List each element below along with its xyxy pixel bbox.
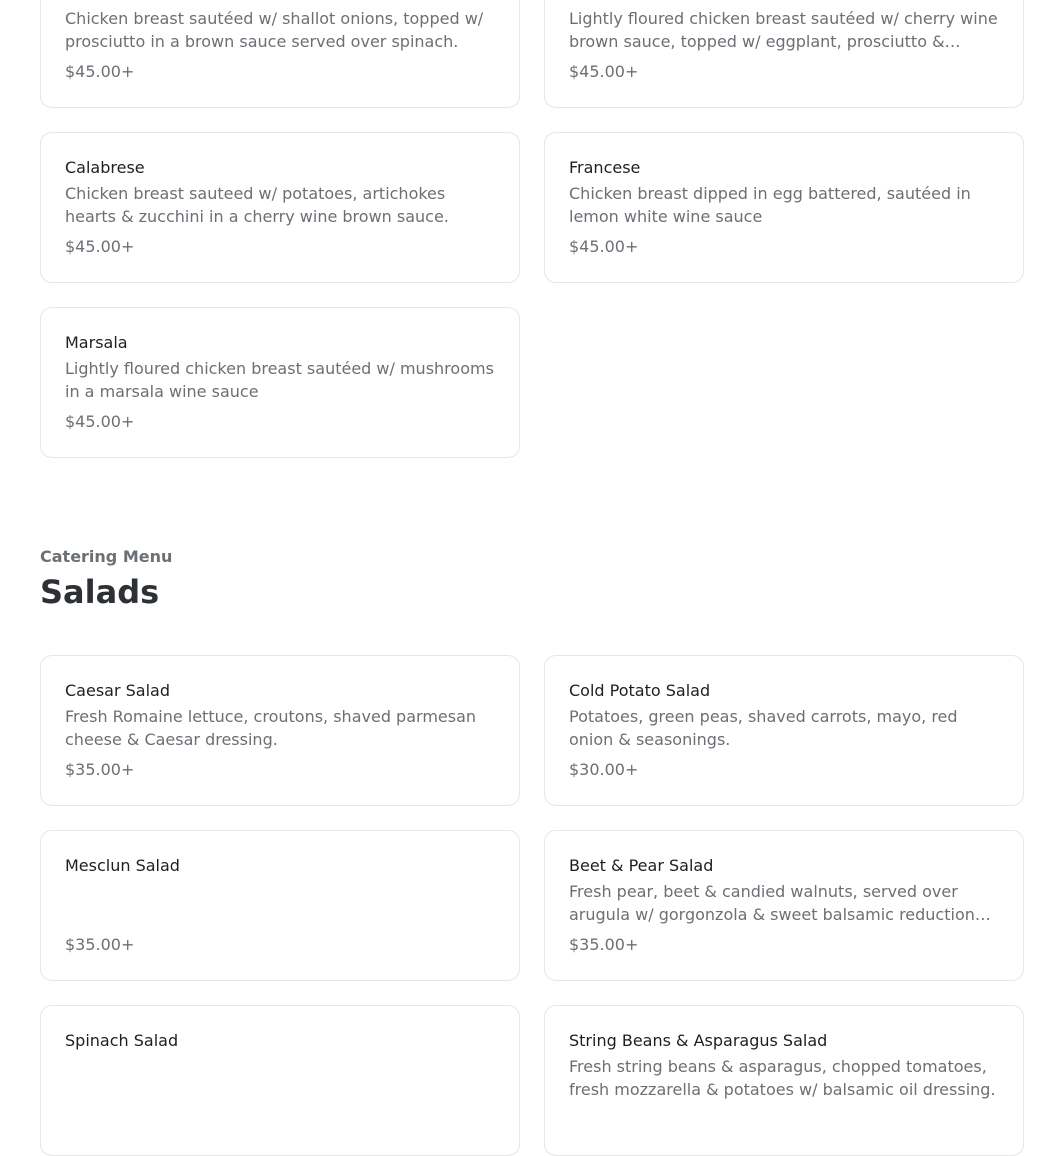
- menu-item-price: $35.00+: [65, 760, 135, 779]
- menu-item-name: Francese: [569, 158, 641, 177]
- section-eyebrow: Catering Menu: [40, 547, 173, 566]
- menu-item-name: [569, 0, 999, 4]
- menu-item-price: $35.00+: [65, 935, 135, 954]
- menu-item-price: $45.00+: [65, 62, 135, 81]
- menu-item-name: Marsala: [65, 333, 128, 352]
- menu-item-card-spinach-salad[interactable]: [40, 1005, 520, 1156]
- menu-item-name: String Beans & Asparagus Salad: [569, 1031, 828, 1050]
- menu-item-description: Lightly floured chicken breast sautéed w/ cherry wine brown sauce, topped w/ eggplant, prosciutto &: [569, 9, 998, 51]
- menu-item-description: [65, 1056, 495, 1101]
- menu-item-price: $35.00+: [569, 935, 639, 954]
- menu-item-card-francese[interactable]: [544, 132, 1024, 283]
- menu-item-price: $30.00+: [569, 760, 639, 779]
- menu-item-price: $45.00+: [65, 237, 135, 256]
- menu-item-name: Mesclun Salad: [65, 856, 180, 875]
- section-title: Salads: [40, 573, 160, 611]
- menu-item-price: $45.00+: [65, 412, 135, 431]
- menu-item-card-marsala[interactable]: [40, 307, 520, 458]
- menu-item-name: Calabrese: [65, 158, 145, 177]
- menu-item-name: Caesar Salad: [65, 681, 170, 700]
- menu-item-price: $45.00+: [569, 237, 639, 256]
- menu-item-price: $45.00+: [569, 62, 639, 81]
- salads-menu-grid: [40, 655, 1024, 1156]
- menu-item-card-mesclun-salad[interactable]: [40, 830, 520, 981]
- menu-item-card-string-beans-asparagus-salad[interactable]: [544, 1005, 1024, 1156]
- menu-item-card-cold-potato-salad[interactable]: [544, 655, 1024, 806]
- menu-item-card-calabrese[interactable]: [40, 132, 520, 283]
- menu-item-name: Cold Potato Salad: [569, 681, 711, 700]
- menu-item-card[interactable]: [544, 0, 1024, 108]
- menu-item-description: Fresh pear, beet & candied walnuts, served over arugula w/ gorgonzola & sweet balsamic reduction: [569, 882, 975, 924]
- chicken-menu-grid: [40, 0, 1024, 458]
- salads-section-header: [40, 546, 172, 612]
- menu-item-name: Beet & Pear Salad: [569, 856, 714, 875]
- menu-item-description: Chicken breast dipped in egg battered, sautéed in lemon white wine sauce: [569, 184, 971, 226]
- menu-item-description: Chicken breast sauteed w/ potatoes, artichokes hearts & zucchini in a cherry wine brown sauce.: [65, 184, 449, 226]
- menu-item-card-caesar-salad[interactable]: [40, 655, 520, 806]
- menu-item-description: [65, 881, 495, 926]
- menu-item-description: Chicken breast sautéed w/ shallot onions, topped w/ prosciutto in a brown sauce served over spinach.: [65, 9, 484, 51]
- menu-item-description: Fresh string beans & asparagus, chopped tomatoes, fresh mozzarella & potatoes w/ balsamic oil dressing.: [569, 1057, 996, 1099]
- menu-item-card[interactable]: [40, 0, 520, 108]
- menu-item-name: [65, 0, 495, 4]
- menu-item-name: Spinach Salad: [65, 1031, 179, 1050]
- menu-item-card-beet-pear-salad[interactable]: [544, 830, 1024, 981]
- menu-item-description: Fresh Romaine lettuce, croutons, shaved parmesan cheese & Caesar dressing.: [65, 707, 477, 749]
- menu-item-description: Lightly floured chicken breast sautéed w/ mushrooms in a marsala wine sauce: [65, 359, 494, 401]
- menu-item-description: Potatoes, green peas, shaved carrots, mayo, red onion & seasonings.: [569, 707, 958, 749]
